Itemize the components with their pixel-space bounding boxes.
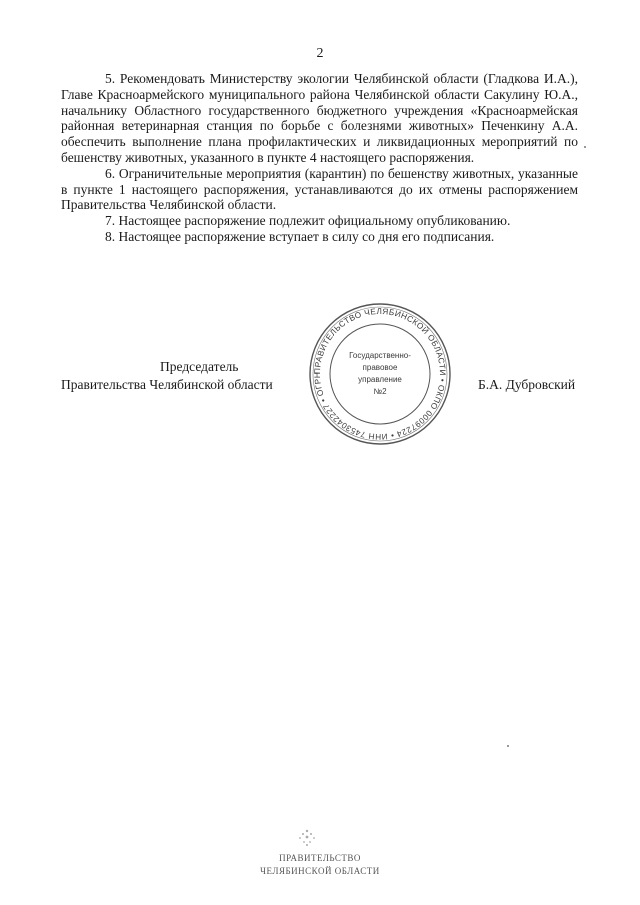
paragraph-8: 8. Настоящее распоряжение вступает в силу со дня его подписания.	[105, 228, 495, 244]
seal-center-line2: правовое	[362, 363, 398, 372]
scan-artifact	[507, 745, 509, 747]
page-number: 2	[316, 46, 324, 61]
seal-center-line1: Государственно-	[349, 351, 411, 360]
paragraph-5: 5. Рекомендовать Министерству экологии Челябинской области (Гладкова И.А.), Главе Красноармейского муниципального района Челябинской области Сакулину Ю.А., начальнику Областного государственного бюджетного учреждения «Красноармейская районная ветеринарная станция по борьбе с болезнями животных» Печенкину А.А. обеспечить выполнение плана профилактических и ликвидационных мероприятий по бешенству животных, указанного в пункте 4 настоящего распоряжения.	[61, 71, 578, 165]
seal-stamp-graphic	[306, 300, 454, 448]
seal-center-line3: управление	[358, 375, 402, 384]
signatory-title-line2: Правительства Челябинской области	[61, 377, 273, 392]
paragraph-7: 7. Настоящее распоряжение подлежит официальному опубликованию.	[105, 213, 511, 229]
scan-artifact	[584, 146, 586, 148]
seal-ring-text: ПРАВИТЕЛЬСТВО ЧЕЛЯБИНСКОЙ ОБЛАСТИ • ОКПО 00097224 • ИНН 7453042227 • ОГРН	[312, 306, 448, 442]
footer-org-line2: ЧЕЛЯБИНСКОЙ ОБЛАСТИ	[260, 866, 380, 876]
official-seal	[306, 300, 454, 448]
coat-of-arms-icon	[290, 825, 324, 851]
signatory-name: Б.А. Дубровский	[478, 377, 576, 392]
paragraph-6: 6. Ограничительные мероприятия (карантин) по бешенству животных, указанные в пункте 1 настоящего распоряжения, устанавливаются до их отмены распоряжением Правительства Челябинской области.	[61, 165, 578, 213]
footer-org-line1: ПРАВИТЕЛЬСТВО	[279, 853, 361, 863]
document-body	[61, 71, 578, 245]
signatory-title-line1: Председатель	[160, 359, 239, 374]
seal-center-line4: №2	[373, 387, 387, 396]
